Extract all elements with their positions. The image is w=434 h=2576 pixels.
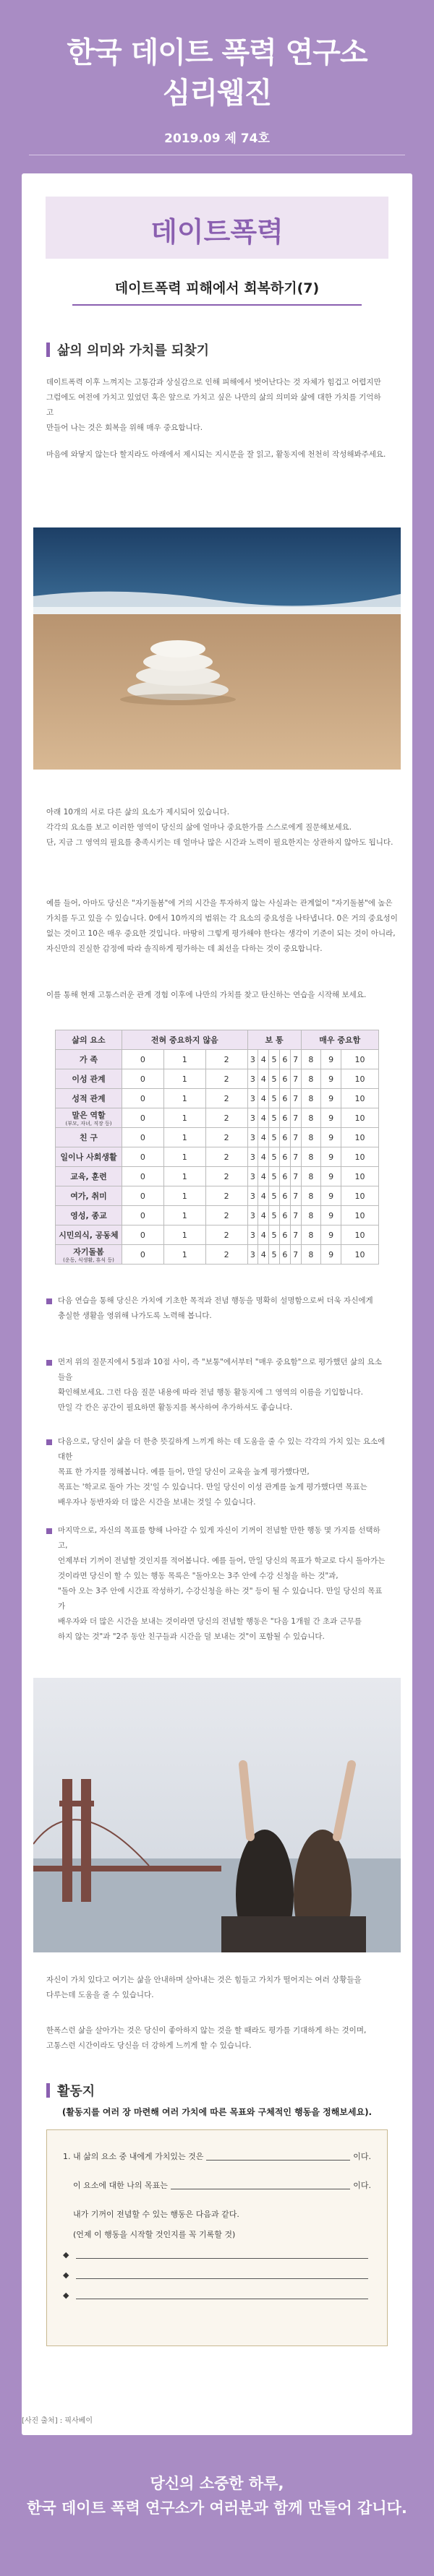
text-line: 하지 않는 것"과 "2주 동안 친구들과 시간을 덜 보내는 것"이 포함될 수 있습니다. — [58, 1632, 325, 1641]
score-cell[interactable]: 7 — [290, 1108, 301, 1128]
text-line: 배우자와 더 많은 시간을 보내는 것이라면 당신의 전념할 행동은 "다음 1개월 간 초과 근무를 — [58, 1617, 362, 1626]
score-cell[interactable]: 9 — [321, 1089, 341, 1108]
activity-title: 활동지 — [57, 2084, 95, 2099]
score-cell[interactable]: 5 — [269, 1167, 280, 1186]
score-cell[interactable]: 7 — [290, 1050, 301, 1069]
score-cell[interactable]: 7 — [290, 1225, 301, 1245]
score-cell[interactable]: 10 — [341, 1050, 378, 1069]
score-cell[interactable]: 7 — [290, 1167, 301, 1186]
score-cell[interactable]: 8 — [301, 1245, 321, 1265]
score-cell[interactable]: 2 — [205, 1128, 247, 1147]
score-cell[interactable]: 8 — [301, 1108, 321, 1128]
score-cell[interactable]: 1 — [163, 1108, 205, 1128]
answer-line-1[interactable] — [206, 2152, 350, 2161]
text-line: 아래 10개의 서로 다른 삶의 요소가 제시되어 있습니다. — [46, 808, 230, 817]
score-cell[interactable]: 9 — [321, 1206, 341, 1225]
score-cell[interactable]: 1 — [163, 1167, 205, 1186]
score-cell[interactable]: 10 — [341, 1167, 378, 1186]
score-cell[interactable]: 2 — [205, 1089, 247, 1108]
score-cell[interactable]: 10 — [341, 1147, 378, 1167]
life-values-table — [55, 1030, 379, 1265]
text-line: 언제부터 기꺼이 전념할 것인지를 적어봅니다. 예를 들어, 만일 당신의 목표가 학교로 다시 돌아가는 — [58, 1556, 386, 1565]
score-cell[interactable]: 0 — [122, 1186, 164, 1206]
score-cell[interactable]: 9 — [321, 1225, 341, 1245]
table-row — [56, 1225, 379, 1245]
header-element: 삶의 요소 — [56, 1030, 122, 1050]
score-cell[interactable]: 3 — [247, 1225, 258, 1245]
score-cell[interactable]: 4 — [258, 1186, 269, 1206]
score-cell[interactable]: 7 — [290, 1089, 301, 1108]
score-cell[interactable]: 6 — [279, 1108, 290, 1128]
score-cell[interactable]: 1 — [163, 1225, 205, 1245]
activity-worksheet — [46, 2129, 388, 2346]
text-line: 단, 지금 그 영역의 필요를 충족시키는 데 얼마나 많은 시간과 노력이 필요한지는 상관하지 않아도 됩니다. — [46, 838, 393, 847]
subtitle-underline — [72, 304, 362, 306]
score-cell[interactable]: 10 — [341, 1108, 378, 1128]
question-1-text: 1. 내 삶의 요소 중 내에게 가치있는 것은 — [63, 2152, 204, 2161]
text-line: 것이라면 당신이 할 수 있는 행동 목록은 "돌아오는 3주 안에 수강 신청을 하는 것"과, — [58, 1572, 339, 1580]
score-cell[interactable]: 8 — [301, 1089, 321, 1108]
row-label-text: 여가, 취미 — [70, 1192, 107, 1201]
action-line-3[interactable] — [63, 2285, 371, 2305]
table-row — [56, 1147, 379, 1167]
row-label-text: 성적 관계 — [72, 1094, 106, 1103]
text-line: "돌아 오는 3주 안에 시간표 작성하기, 수강신청을 하는 것" 등이 될 수 있습니다. 만일 당신의 목표가 — [58, 1587, 383, 1611]
score-cell[interactable]: 5 — [269, 1225, 280, 1245]
question-3-note-text: (언제 이 행동을 시작할 것인지를 꼭 기록할 것) — [73, 2230, 236, 2239]
score-cell[interactable]: 6 — [279, 1245, 290, 1265]
score-cell[interactable]: 5 — [269, 1089, 280, 1108]
score-cell[interactable]: 1 — [163, 1206, 205, 1225]
intro2-paragraph: 마음에 와닿지 않는다 할지라도 아래에서 제시되는 지시문을 잘 읽고, 활동지에 천천히 작성해봐주세요. — [46, 450, 386, 459]
score-cell[interactable]: 5 — [269, 1186, 280, 1206]
score-cell[interactable]: 10 — [341, 1128, 378, 1147]
intro-line: 만들어 나는 것은 회복을 위해 매우 중요합니다. — [46, 423, 203, 432]
footer-line-2: 한국 데이트 폭력 연구소가 여러분과 함께 만들어 갑니다. — [27, 2499, 407, 2517]
question-2-text: 이 요소에 대한 나의 목표는 — [73, 2181, 168, 2190]
section-marker — [46, 343, 50, 357]
score-cell[interactable]: 4 — [258, 1206, 269, 1225]
score-cell[interactable]: 1 — [163, 1186, 205, 1206]
closing-paragraph-1 — [46, 1973, 431, 2003]
score-cell[interactable]: 3 — [247, 1050, 258, 1069]
row-label — [56, 1225, 122, 1245]
bridge-friends-photo — [33, 1678, 401, 1952]
score-cell[interactable]: 4 — [258, 1069, 269, 1089]
score-cell[interactable]: 5 — [269, 1069, 280, 1089]
text-line: 배우자나 동반자와 더 많은 시간을 보내는 것일 수 있습니다. — [58, 1498, 256, 1507]
score-cell[interactable]: 7 — [290, 1128, 301, 1147]
action-line-1[interactable] — [63, 2244, 371, 2265]
score-cell[interactable]: 1 — [163, 1128, 205, 1147]
score-cell[interactable]: 2 — [205, 1108, 247, 1128]
score-cell[interactable]: 1 — [163, 1089, 205, 1108]
score-cell[interactable]: 2 — [205, 1050, 247, 1069]
score-cell[interactable]: 7 — [290, 1206, 301, 1225]
score-cell[interactable]: 4 — [258, 1128, 269, 1147]
score-cell[interactable]: 4 — [258, 1245, 269, 1265]
row-label — [56, 1147, 122, 1167]
score-cell[interactable]: 8 — [301, 1128, 321, 1147]
score-cell[interactable]: 9 — [321, 1108, 341, 1128]
score-cell[interactable]: 0 — [122, 1128, 164, 1147]
elements-paragraph — [46, 805, 434, 850]
table-row — [56, 1108, 379, 1128]
score-cell[interactable]: 2 — [205, 1069, 247, 1089]
table-row — [56, 1206, 379, 1225]
stones-beach-photo — [33, 527, 401, 770]
closing-paragraph-2 — [46, 2023, 431, 2054]
score-cell[interactable]: 6 — [279, 1186, 290, 1206]
score-cell[interactable]: 4 — [258, 1167, 269, 1186]
score-cell[interactable]: 7 — [290, 1147, 301, 1167]
score-cell[interactable]: 10 — [341, 1225, 378, 1245]
text-line: 자신만의 진실한 감정에 따라 솔직하게 평가하는 데 최선을 다하는 것이 중요합니다. — [46, 944, 323, 953]
row-label — [56, 1128, 122, 1147]
action-answer-line[interactable] — [76, 2270, 368, 2279]
row-label-text: 자기돌봄 — [73, 1246, 104, 1257]
bullet-paragraph-3 — [46, 1434, 388, 1510]
intro-line: 그럼에도 여전에 가치고 있었던 혹은 앞으로 가치고 싶은 나만의 삶의 의미와 삶에 대한 가치를 기억하고 — [46, 393, 381, 417]
score-cell[interactable]: 1 — [163, 1069, 205, 1089]
table-row — [56, 1186, 379, 1206]
category-banner — [46, 197, 388, 259]
question-1-end: 이다. — [353, 2152, 371, 2161]
score-cell[interactable]: 6 — [279, 1128, 290, 1147]
intro-line: 데이트폭력 이후 느껴지는 고통감과 상실감으로 인해 피해에서 벗어난다는 것 자체가 힘겁고 어렵지만 — [46, 378, 381, 387]
footer-line-1: 당신의 소중한 하루, — [150, 2475, 284, 2492]
score-cell[interactable]: 2 — [205, 1206, 247, 1225]
score-cell[interactable]: 10 — [341, 1206, 378, 1225]
section-heading — [46, 340, 412, 359]
score-cell[interactable]: 3 — [247, 1206, 258, 1225]
score-cell[interactable]: 1 — [163, 1147, 205, 1167]
score-cell[interactable]: 6 — [279, 1167, 290, 1186]
text-line: 없는 것이고 10은 매우 중요한 것입니다. 마땅히 그렇게 평가해야 한다는 생각이 기준이 되는 것이 아니라, — [46, 929, 396, 938]
question-2 — [63, 2175, 371, 2195]
question-3-note — [63, 2224, 371, 2244]
table-row — [56, 1089, 379, 1108]
row-label-sub: (운동, 식생활, 휴식 등) — [63, 1257, 114, 1263]
text-line: 충실한 생활을 영위해 나가도록 노력해 봅니다. — [58, 1311, 212, 1320]
score-cell[interactable]: 7 — [290, 1069, 301, 1089]
score-cell[interactable]: 8 — [301, 1206, 321, 1225]
score-cell[interactable]: 8 — [301, 1050, 321, 1069]
score-cell[interactable]: 2 — [205, 1147, 247, 1167]
question-3-text: 내가 기꺼이 전념할 수 있는 행동은 다음과 같다. — [73, 2210, 239, 2219]
bullet-paragraph-2 — [46, 1355, 388, 1416]
score-cell[interactable]: 4 — [258, 1147, 269, 1167]
question-1 — [63, 2146, 371, 2166]
header-neutral: 보 통 — [247, 1030, 301, 1050]
text-line: 목표 한 가지를 정해봅니다. 예를 들어, 만일 당신이 교육을 높게 평가했다면, — [58, 1468, 310, 1476]
score-cell[interactable]: 9 — [321, 1245, 341, 1265]
text-line: 한폭스런 삶을 살아가는 것은 당신이 좋아하지 않는 것을 할 때라도 평가를 기대하게 하는 것이며, — [46, 2026, 367, 2035]
score-cell[interactable]: 10 — [341, 1089, 378, 1108]
score-cell[interactable]: 5 — [269, 1245, 280, 1265]
category-title: 데이트폭력 — [150, 216, 284, 248]
section-marker — [46, 2083, 50, 2098]
diamond-bullet-icon: ◆ — [63, 2290, 69, 2300]
score-cell[interactable]: 9 — [321, 1186, 341, 1206]
score-cell[interactable]: 5 — [269, 1147, 280, 1167]
text-line: 다음으로, 당신이 삶을 더 한층 뜻깊하게 느끼게 하는 데 도움을 줄 수 있는 각각의 가치 있는 요소에 대한 — [58, 1437, 386, 1461]
article-subtitle: 데이트폭력 피해에서 회복하기(7) — [114, 280, 320, 296]
row-label — [56, 1069, 122, 1089]
row-label-text: 말은 역할 — [72, 1110, 106, 1120]
footer — [0, 2471, 434, 2520]
row-label — [56, 1245, 122, 1265]
score-cell[interactable]: 4 — [258, 1089, 269, 1108]
score-cell[interactable]: 0 — [122, 1147, 164, 1167]
score-cell[interactable]: 9 — [321, 1147, 341, 1167]
score-cell[interactable]: 10 — [341, 1069, 378, 1089]
photo-source: [사진 출처] : 픽사베이 — [22, 2417, 93, 2425]
activity-sheet — [46, 2081, 388, 2346]
action-answer-line[interactable] — [76, 2291, 368, 2299]
table-row — [56, 1245, 379, 1265]
text-line: 고통스런 시간이라도 당신을 더 강하게 느끼게 할 수 있습니다. — [46, 2041, 252, 2050]
score-cell[interactable]: 3 — [247, 1147, 258, 1167]
issue-number: 2019.09 제 74호 — [164, 132, 270, 146]
score-cell[interactable]: 0 — [122, 1206, 164, 1225]
score-cell[interactable]: 5 — [269, 1206, 280, 1225]
practice-paragraph: 이를 통해 현재 고통스러운 관계 경험 이후에 나만의 가치를 찾고 탄신하는 연습을 시작해 보세요. — [46, 991, 367, 999]
score-cell[interactable]: 1 — [163, 1050, 205, 1069]
magazine-title — [0, 33, 434, 113]
score-cell[interactable]: 8 — [301, 1069, 321, 1089]
diamond-bullet-icon: ◆ — [63, 2249, 69, 2260]
score-cell[interactable]: 3 — [247, 1245, 258, 1265]
header — [0, 0, 434, 173]
score-cell[interactable]: 3 — [247, 1108, 258, 1128]
score-cell[interactable]: 2 — [205, 1186, 247, 1206]
score-cell[interactable]: 1 — [163, 1245, 205, 1265]
row-label — [56, 1089, 122, 1108]
row-label-text: 가 족 — [79, 1055, 98, 1064]
score-cell[interactable]: 6 — [279, 1206, 290, 1225]
header-very-important: 매우 중요함 — [301, 1030, 378, 1050]
row-label — [56, 1206, 122, 1225]
title-line-2: 심리웹진 — [162, 77, 272, 110]
score-cell[interactable]: 8 — [301, 1167, 321, 1186]
table-row — [56, 1050, 379, 1069]
row-label — [56, 1108, 122, 1128]
intro-paragraph — [46, 375, 388, 436]
score-cell[interactable]: 8 — [301, 1225, 321, 1245]
score-cell[interactable]: 8 — [301, 1147, 321, 1167]
row-label-text: 교육, 훈련 — [70, 1172, 107, 1181]
header-not-important: 전혀 중요하지 않음 — [122, 1030, 248, 1050]
score-cell[interactable]: 2 — [205, 1167, 247, 1186]
score-cell[interactable]: 3 — [247, 1128, 258, 1147]
score-cell[interactable]: 0 — [122, 1108, 164, 1128]
row-label-text: 이성 관계 — [72, 1074, 106, 1084]
answer-line-2[interactable] — [171, 2181, 350, 2189]
score-cell[interactable]: 3 — [247, 1167, 258, 1186]
score-cell[interactable]: 0 — [122, 1050, 164, 1069]
score-cell[interactable]: 5 — [269, 1108, 280, 1128]
score-cell[interactable]: 10 — [341, 1245, 378, 1265]
score-cell[interactable]: 5 — [269, 1050, 280, 1069]
score-cell[interactable]: 4 — [258, 1225, 269, 1245]
score-cell[interactable]: 6 — [279, 1089, 290, 1108]
text-line: 다음 연습을 통해 당신은 가치에 기초한 목적과 전념 행동을 명확히 설명함으로써 더욱 자신에게 — [58, 1296, 373, 1305]
table-row — [56, 1128, 379, 1147]
score-cell[interactable]: 6 — [279, 1069, 290, 1089]
table-row — [56, 1167, 379, 1186]
score-cell[interactable]: 6 — [279, 1050, 290, 1069]
diamond-bullet-icon: ◆ — [63, 2270, 69, 2280]
score-cell[interactable]: 9 — [321, 1069, 341, 1089]
score-cell[interactable]: 9 — [321, 1050, 341, 1069]
score-cell[interactable]: 4 — [258, 1108, 269, 1128]
row-label-text: 일이나 사회생활 — [60, 1153, 117, 1162]
score-cell[interactable]: 6 — [279, 1225, 290, 1245]
bullet-paragraph-1 — [46, 1293, 388, 1324]
text-line: 먼저 위의 질문지에서 5점과 10점 사이, 즉 "보통"에서부터 "매우 중요함"으로 평가했던 삶의 요소들을 — [58, 1358, 382, 1382]
example-paragraph — [46, 896, 434, 957]
row-label-text: 친 구 — [79, 1133, 98, 1142]
score-cell[interactable]: 0 — [122, 1225, 164, 1245]
score-cell[interactable]: 2 — [205, 1225, 247, 1245]
text-line: 만일 각 칸은 공간이 필요하면 활동지를 복사하여 추가하셔도 좋습니다. — [58, 1403, 293, 1412]
score-cell[interactable]: 4 — [258, 1050, 269, 1069]
score-cell[interactable]: 0 — [122, 1069, 164, 1089]
title-line-1: 한국 데이트 폭력 연구소 — [67, 36, 367, 69]
row-label — [56, 1186, 122, 1206]
question-3 — [63, 2204, 371, 2224]
score-cell[interactable]: 10 — [341, 1186, 378, 1206]
score-cell[interactable]: 0 — [122, 1167, 164, 1186]
activity-note: (활동지를 여러 장 마련해 여러 가치에 따른 목표와 구체적인 행동을 정해보세요). — [61, 2107, 373, 2117]
text-line: 마지막으로, 자신의 목표를 향해 나아갈 수 있게 자신이 기꺼이 전념할 만한 행동 몇 가지를 선택하고, — [58, 1526, 380, 1550]
score-cell[interactable]: 9 — [321, 1167, 341, 1186]
score-cell[interactable]: 0 — [122, 1089, 164, 1108]
row-label — [56, 1167, 122, 1186]
row-label-text: 시민의식, 공동체 — [59, 1231, 119, 1240]
text-line: 확인해보세요. 그런 다음 질문 내용에 따라 전념 행동 활동지에 그 영역의 이름을 기입합니다. — [58, 1388, 364, 1397]
action-line-2[interactable] — [63, 2265, 371, 2285]
text-line: 가치를 두고 있을 수 있습니다. 0에서 10까지의 범위는 각 요소의 중요성을 나타냅니다. 0은 거의 중요성이 — [46, 914, 398, 923]
score-cell[interactable]: 8 — [301, 1186, 321, 1206]
score-cell[interactable]: 6 — [279, 1147, 290, 1167]
section-title: 삶의 의미와 가치를 되찾기 — [57, 343, 210, 358]
activity-heading — [46, 2081, 388, 2100]
row-label-text: 영성, 종교 — [70, 1211, 107, 1220]
text-line: 자신이 가치 있다고 여기는 삶을 안내하며 살아내는 것은 힘들고 가치가 떨어지는 여러 상황들을 — [46, 1976, 362, 1984]
row-label — [56, 1050, 122, 1069]
table-header-row — [56, 1030, 379, 1050]
score-cell[interactable]: 9 — [321, 1128, 341, 1147]
score-cell[interactable]: 5 — [269, 1128, 280, 1147]
bullet-paragraph-4 — [46, 1523, 388, 1645]
score-cell[interactable]: 3 — [247, 1069, 258, 1089]
score-cell[interactable]: 7 — [290, 1186, 301, 1206]
action-answer-line[interactable] — [76, 2250, 368, 2259]
score-cell[interactable]: 3 — [247, 1089, 258, 1108]
text-line: 예를 들어, 아마도 당신은 "자기돌봄"에 거의 시간을 투자하지 않는 사실과는 관계없이 "자기돌봄"에 높은 — [46, 899, 393, 908]
question-2-end: 이다. — [353, 2181, 371, 2190]
score-cell[interactable]: 0 — [122, 1245, 164, 1265]
text-line: 다루는데 도움을 줄 수 있습니다. — [46, 1991, 154, 1999]
score-cell[interactable]: 7 — [290, 1245, 301, 1265]
text-line: 각각의 요소를 보고 이러한 영역이 당신의 삶에 얼마나 중요한가를 스스로에게 질문해보세요. — [46, 823, 352, 832]
table-row — [56, 1069, 379, 1089]
score-cell[interactable]: 2 — [205, 1245, 247, 1265]
score-cell[interactable]: 3 — [247, 1186, 258, 1206]
row-label-sub: (부모, 자녀, 직장 등) — [65, 1120, 112, 1127]
text-line: 목표는 '학교로 돌아 가는 것'일 수 있습니다. 만일 당신이 이성 관계를 높게 평가했다면 목표는 — [58, 1483, 367, 1491]
